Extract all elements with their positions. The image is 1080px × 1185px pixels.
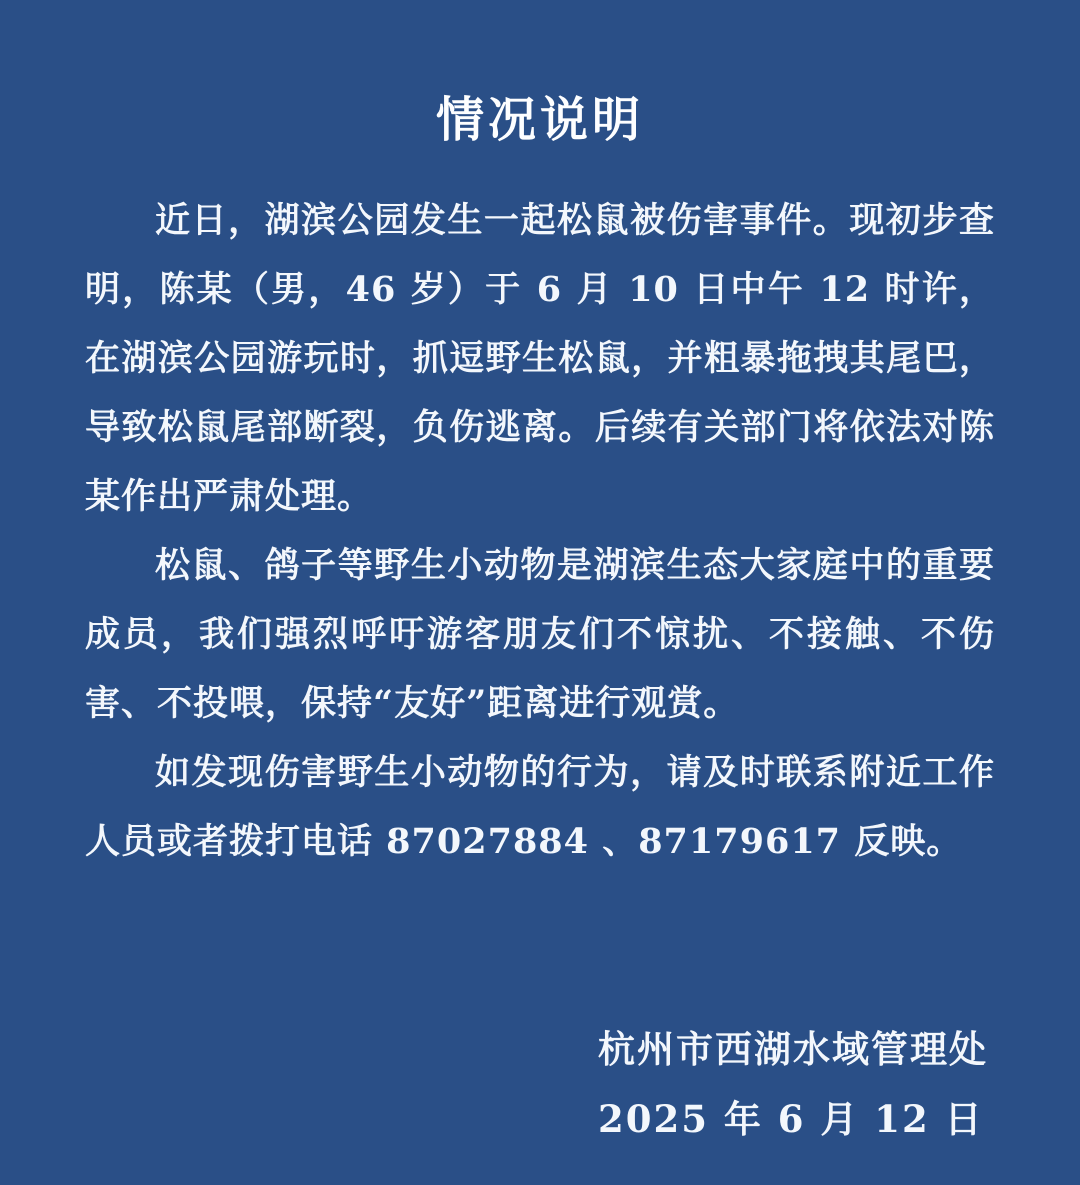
- notice-paragraph-appeal: 松鼠、鸽子等野生小动物是湖滨生态大家庭中的重要成员，我们强烈呼吁游客朋友们不惊扰、不接触、不伤害、不投喂，保持“友好”距离进行观赏。: [85, 544, 995, 724]
- signature-issuer: 杭州市西湖水域管理处: [598, 1026, 988, 1071]
- notice-body: [0, 186, 1080, 876]
- signature-date: 2025 年 6 月 12 日: [598, 1096, 984, 1141]
- notice-paragraph-contact: 如发现伤害野生小动物的行为，请及时联系附近工作人员或者拨打电话 87027884 、87179617 反映。: [85, 751, 995, 862]
- notice-paragraph-incident: 近日，湖滨公园发生一起松鼠被伤害事件。现初步查明，陈某（男，46 岁）于 6 月 10 日中午 12 时许，在湖滨公园游玩时，抓逗野生松鼠，并粗暴拖拽其尾巴，导致松鼠尾部断裂，负伤逃离。后续有关部门将依法对陈某作出严肃处理。: [85, 199, 995, 517]
- signature-block: [598, 1014, 988, 1154]
- notice-title: 情况说明: [435, 92, 644, 148]
